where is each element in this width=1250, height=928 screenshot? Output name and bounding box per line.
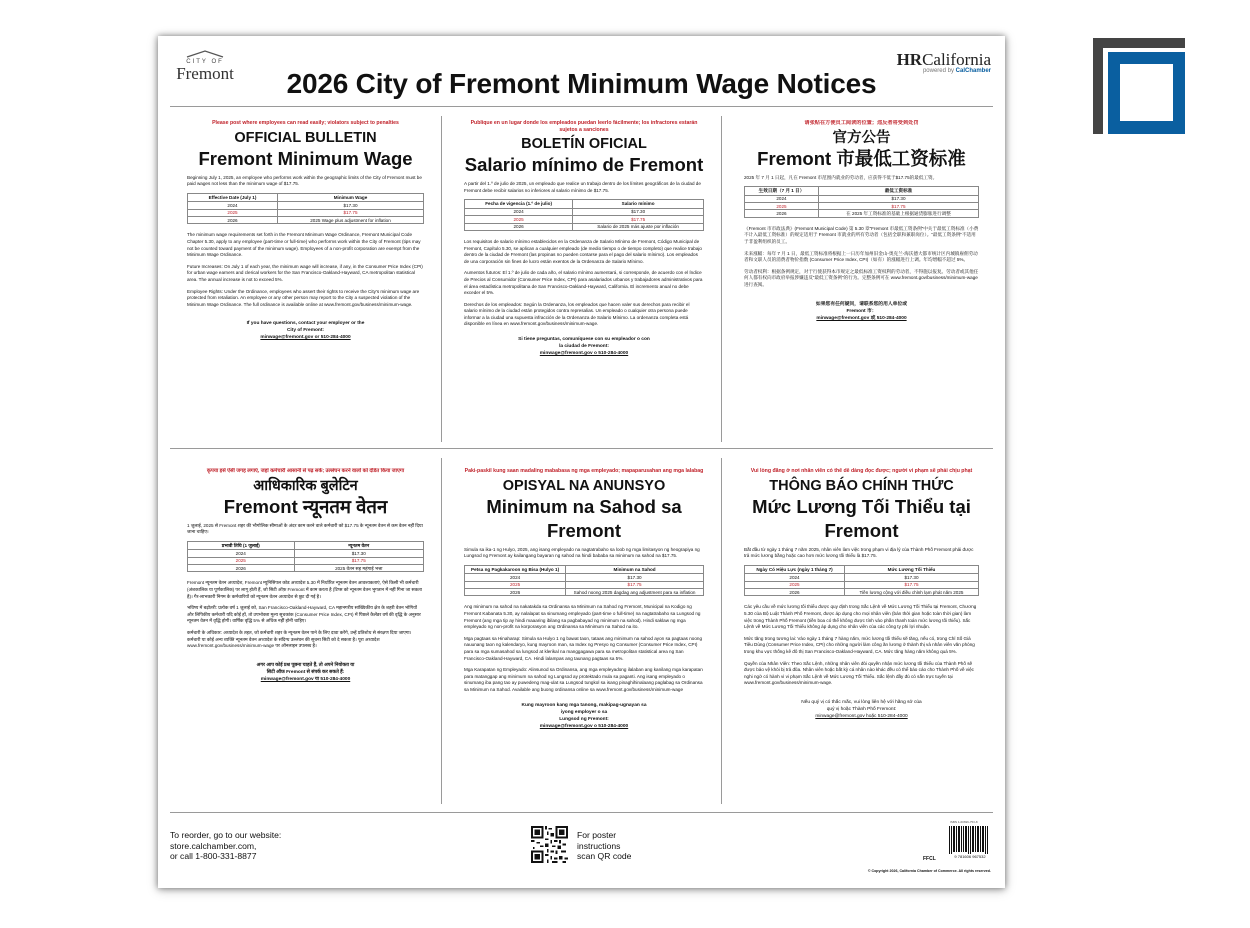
contact-email-link[interactable]: minwage@fremont.gov या 510-284-4000 [260, 676, 351, 682]
contact-block [464, 336, 704, 357]
wage-table [187, 541, 424, 573]
table-header-date: Effective Date (July 1) [188, 193, 278, 202]
body-paragraph: 未来涨幅：每年 7 月 1 日，最低工资标准将根据上一日历年加州旧金山-奥克兰-海沃德大都市统计区内城镇雇佣劳动者和文职人员的消费者物价指数 (Consumer Price Index, CPI)（如有）的涨幅进行上调。年均增幅不超过 5%。 [744, 250, 978, 263]
panel-tagalog [450, 468, 718, 806]
table-cell: $17.75 [845, 581, 979, 588]
table-cell: Tiền lương cộng với điều chỉnh lạm phát năm 2025 [845, 589, 979, 596]
contact-line: Nếu quý vị có thắc mắc, vui lòng liên hệ với hãng sở của [801, 699, 922, 705]
qr-line: instructions [577, 840, 621, 851]
phone-line: or call 1-800-331-8877 [170, 851, 257, 861]
intro-text: 2025 年 7 月 1 日起，凡在 Fremont 市范围内就业的劳动者，应获得不低于$17.75的最低工资。 [744, 174, 938, 180]
table-cell: 2024 [465, 208, 573, 215]
table-cell: 2025 Wage plus adjustment for inflation [278, 217, 424, 224]
table-cell: 2025 [745, 203, 819, 210]
logo-hr-text: HR [896, 50, 923, 69]
table-cell: 2025 [745, 581, 845, 588]
official-bulletin-heading: 官方公告 [832, 129, 891, 146]
body-paragraph: Mga pagtaas sa Hinaharap: Simula sa Hulyo 1 ng bawat taon, tataas ang minimum na sahod ayon sa pagtaas noong nauunang taon ng kalendaryo, kung mayroon man, sa Index ng Presyo ng Consumer (Consumer Price Index, CPI) para sa mga sumasahod sa lungsod at klerikal na manggagawa para sa metropolitan statistical area ng San Francisco-Oakland-Hayward, CA. Hindi lalampas ang taunang pagtaas sa 5%. [464, 635, 703, 661]
qr-instructions [577, 830, 631, 862]
panel-title: Mức Lương Tối Thiểu tại Fremont [752, 495, 971, 541]
qr-line: For poster [577, 830, 617, 840]
posting-warning: Vui lòng đăng ở nơi nhân viên có thể dễ dàng đọc được; người vi phạm sẽ phải chịu phạt [750, 468, 973, 474]
barcode-digits: 9 781606 967532 [948, 854, 992, 859]
powered-by-text: powered by [922, 68, 954, 74]
intro-text: Beginning July 1, 2025, an employee who performs work within the geographic limits of the City of Fremont must be paid wages not less than the minimum wage of $17.75. [187, 174, 422, 187]
body-paragraph: Aumentos futuros: El 1.º de julio de cada año, el salario mínimo aumentará, si corresponde, de acuerdo con el Índice de Precios al Consumidor (Consumer Price Index, CPI) para asalariados urbanos y trabajadores administrativos para el área estadística metropolitana de San Francisco-Oakland-Hayward, California. El incremento anual no debe exceder el 5%. [464, 270, 703, 296]
contact-email-link[interactable]: minwage@fremont.gov or 510-284-4000 [260, 335, 351, 341]
table-cell: 2024 [188, 550, 295, 557]
table-cell: $17.30 [818, 195, 978, 202]
official-bulletin-heading: OFFICIAL BULLETIN [234, 129, 377, 146]
panel-title: Minimum na Sahod sa Fremont [486, 495, 682, 541]
panel-spanish [450, 120, 718, 442]
contact-block [744, 301, 979, 322]
calchamber-text: CalChamber [955, 68, 991, 74]
wage-table [187, 193, 424, 225]
isbn-label: ISBN 1-60696-753-8 [950, 820, 978, 824]
panel-title: Fremont न्यूनतम वेतन [223, 495, 388, 517]
panel-chinese [730, 120, 993, 442]
body-paragraph: Los requisitos de salario mínimo establecidos en la Ordenanza de Salario Mínimo de Fremont, Código Municipal de Fremont, Capítulo 5.30, se aplican a cualquier empleado (de medio tiempo o de tiempo completo) que realice trabajo dentro de la ciudad de Fremont (las propinas no pueden contarse para el pago del salario mínimo). Los empleados de una corporación sin fines de lucro están exentos de la Ordenanza de Salario Mínimo. [464, 238, 702, 264]
wage-table [744, 186, 979, 218]
panel-title: Fremont Minimum Wage [198, 147, 413, 169]
contact-line: 如果您有任何疑问，请联系您的用人单位或 [815, 301, 908, 307]
body-paragraph: Employee Rights: Under the Ordinance, employees who assert their rights to receive the City's minimum wage are protected from retaliation. An employee or any other person may report to the City a suspected violation of the Minimum Wage Ordinance. The full ordinance is available online at www.fremont.gov/business/minimum-wage. [187, 288, 420, 307]
table-cell: 2024 [745, 574, 845, 581]
official-bulletin-heading: BOLETÍN OFICIAL [521, 136, 647, 152]
intro-text: A partir del 1.º de julio de 2025, un empleado que realice un trabajo dentro de los límites geográficos de la ciudad de Fremont debe recibir salarios no inferiores al salario mínimo de $17.75. [464, 181, 701, 193]
product-code: FFCL [923, 856, 936, 862]
table-cell: $17.30 [566, 574, 704, 581]
panel-english [173, 120, 438, 442]
contact-block [187, 662, 424, 683]
logo-city-text: CITY OF [186, 59, 224, 65]
table-cell: 2025 [188, 557, 295, 564]
posting-warning: कृपया इसे ऐसी जगह लगाएं, जहां कर्मचारी आसानी से पढ़ सकें; उल्लंघन करने वालों को दंडित किया जाएगा [206, 468, 405, 474]
row-divider [170, 448, 993, 449]
column-divider-3 [441, 458, 442, 804]
reorder-line: To reorder, go to our website: [170, 830, 282, 840]
column-divider-1 [441, 116, 442, 442]
body-paragraph: 劳动者权利：根据条例规定，对于行使获得本市规定之最低标准工资权利的劳动者，不得施以报复。劳动者或其他任何人都有权向市政府举报涉嫌违反“最低工资条例”的行为。完整条例可在 www.fremont.gov/business/minimum-wage 进行查阅。 [744, 268, 979, 288]
contact-email-link[interactable]: minwage@fremont.gov o 510-284-4000 [539, 351, 629, 357]
contact-block [187, 320, 424, 341]
reorder-info [170, 830, 281, 862]
contact-line: quý vị hoặc Thành Phố Fremont: [826, 706, 897, 712]
document-corner-icon [1093, 38, 1185, 134]
table-cell: $17.75 [573, 216, 704, 223]
body-paragraph: Mga Karapatan ng Empleyado: Alinsunod sa Ordinansa, ang mga empleyadong ilalaban ang kanilang mga karapatan para matanggap ang minimum na sahod ng Lungsod ay protektado mula sa paganti. Ang isang empleyado o sinumang iba pang tao ay puwedeng mag-ulat sa Lungsod tungkol sa isang pinaghihinalaang paglabag sa Ordinansa sa Minimum na Sahod. Available ang buong ordinansa online sa www.fremont.gov/business/minimum-wage [464, 667, 703, 692]
panel-title: Fremont 市最低工资标准 [757, 147, 966, 169]
table-cell: 2026 [188, 217, 278, 224]
intro-text: Bắt đầu từ ngày 1 tháng 7 năm 2025, nhân viên làm việc trong phạm vi địa lý của Thành Phố Fremont phải được trả mức lương bằng hoặc cao hơn mức lương tối thiểu là $17.75. [744, 546, 974, 559]
table-cell: 2026 [465, 223, 573, 230]
official-bulletin-heading: आधिकारिक बुलेटिन [253, 477, 358, 494]
contact-line: अगर आप कोई प्रश्न पूछना चाहते हैं, तो अपने नियोक्ता या [256, 662, 355, 668]
table-cell: 在 2025 年工资标准的基础上根据通货膨胀进行调整 [818, 210, 978, 217]
contact-line: Fremont 市： [846, 308, 877, 314]
table-cell: $17.30 [294, 550, 423, 557]
body-paragraph: भविष्य में बढ़ोतरी: प्रत्येक वर्ष 1 जुलाई को, San Francisco-Oakland-Hayward, CA महानगरीय सांख्यिकीय क्षेत्र के शहरी वेतन भोगियों और लिपिकीय कर्मचारी यदि कोई हों, तो उपभोक्ता मूल्य सूचकांक (Consumer Price Index, CPI) में पिछले कैलेंडर वर्ष की वृद्धि के अनुसार न्यूनतम वेतन में वृद्धि होगी। वार्षिक वृद्धि 5% से अधिक नहीं होनी चाहिए। [187, 605, 421, 624]
contact-line: iyong employer o sa [560, 709, 608, 715]
body-paragraph: Mức tăng trong tương lai: Vào ngày 1 tháng 7 hàng năm, mức lương tối thiểu sẽ tăng, nếu có, trong Chỉ Số Giá Tiêu Dùng (Consumer Price Index, CPI) cho những người làm công ăn lương ở thành thị và nhân viên văn phòng trong khu vực thống kê đô thị San Francisco-Oakland-Hayward, CA. Mức tăng hàng năm không quá 5%. [744, 635, 975, 655]
table-header-wage: Minimum na Sahod [566, 565, 704, 574]
store-link[interactable]: store.calchamber.com, [170, 840, 257, 851]
contact-line: सिटी ऑफ़ Fremont से संपर्क कर सकते हैं: [266, 669, 345, 675]
table-cell: $17.75 [818, 203, 978, 210]
contact-block [744, 699, 979, 720]
column-divider-4 [721, 458, 722, 804]
posting-warning: Paki-paskil kung saan madaling mababasa ng mga empleyado; mapaparusahan ang mga lalabag [464, 468, 704, 474]
table-cell: 2024 [465, 574, 566, 581]
table-cell: 2026 [465, 589, 566, 596]
table-cell: $17.75 [278, 209, 424, 216]
contact-line: Lungsod ng Fremont: [559, 716, 609, 722]
official-bulletin-heading: OPISYAL NA ANUNSYO [502, 477, 666, 494]
qr-code-icon[interactable] [531, 826, 568, 863]
table-cell: $17.30 [573, 208, 704, 215]
posting-warning: Please post where employees can read easily; violators subject to penalties [212, 120, 399, 126]
table-cell: 2024 [188, 202, 278, 209]
table-header-date: 生效日期（7 月 1 日） [745, 187, 819, 196]
wage-table [464, 199, 704, 231]
table-header-wage: Mức Lương Tối Thiểu [845, 565, 979, 574]
contact-block [464, 702, 704, 730]
panel-hindi [173, 468, 438, 806]
table-cell: 2026 [745, 210, 819, 217]
wage-poster [158, 36, 1005, 888]
column-divider-2 [721, 116, 722, 442]
title-divider [170, 106, 993, 107]
official-bulletin-heading: THÔNG BÁO CHÍNH THỨC [769, 477, 954, 494]
table-header-date: Petsa ng Pagkakaroon ng Bisa (Hulyo 1) [465, 565, 566, 574]
body-paragraph: कर्मचारी के अधिकार: अध्यादेश के तहत, जो कर्मचारी शहर के न्यूनतम वेतन पाने के लिए दावा करेंगे, उन्हें प्रतिशोध से संरक्षण दिया जाएगा। कर्मचारी या कोई अन्य व्यक्ति न्यूनतम वेतन अध्यादेश के संदिग्ध उल्लंघन की सूचना सिटी को दे सकता है। पूरा अध्यादेश www.fremont.gov/business/minimum-wage पर ऑनलाइन उपलब्ध है। [187, 630, 412, 649]
body-paragraph: Derechos de los empleados: Según la Ordenanza, los empleados que hacen valer sus derechos para recibir el salario mínimo de la ciudad están protegidos contra represalias. Un empleado o cualquier otra persona puede informar a la ciudad una supuesta infracción de la Ordenanza de Salario Mínimo. La ordenanza completa está disponible en línea en www.fremont.gov/business/minimum-wage. [464, 301, 690, 327]
footer-divider [170, 812, 993, 813]
contact-line: If you have questions, contact your employer or the [246, 321, 365, 327]
contact-line: Kung mayroon kang mga tanong, makipag-ugnayan sa [521, 702, 647, 708]
intro-text: 1 जुलाई, 2025 से Fremont शहर की भौगोलिक सीमाओं के अंदर काम करने वाले कर्मचारी को $17.75 के न्यूनतम वेतन से कम वेतन नहीं दिया जाना चाहिए। [187, 522, 423, 535]
posting-warning: 请张贴在方便员工阅读的位置；违反者将受到处罚 [804, 120, 919, 126]
intro-text: Simula sa ika-1 ng Hulyo, 2025, ang isang empleyado na nagtatrabaho sa loob ng mga limitasyon ng heograpiya ng Lungsod ng Fremont ay kailangang bayaran ng sahod na hindi bababa sa minimum na sahod na $17.75. [464, 546, 700, 559]
table-header-date: Ngày Có Hiệu Lực (ngày 1 tháng 7) [745, 565, 845, 574]
copyright-text: © Copyright 2026, California Chamber of Commerce. All rights reserved. [867, 869, 991, 873]
panel-title: Salario mínimo de Fremont [464, 154, 704, 175]
body-paragraph: Fremont न्यूनतम वेतन अध्यादेश, Fremont म्युनिसिपल कोड अध्यादेश 5.30 में निर्धारित न्यूनतम वेतन आवश्यकताएं, ऐसे किसी भी कर्मचारी (अंशकालिक या पूर्णकालिक) पर लागू होती हैं, जो सिटी ऑफ़ Fremont में काम करता है (टिप्स को न्यूनतम वेतन भुगतान में नहीं गिना जा सकता है)। गैर-लाभकारी निगम के कर्मचारियों को न्यूनतम वेतन अध्यादेश से छूट दी गई है। [187, 580, 422, 599]
table-cell: 2025 [188, 209, 278, 216]
wage-table [744, 565, 979, 597]
table-header-wage: Minimum Wage [278, 193, 424, 202]
body-paragraph: The minimum wage requirements set forth in the Fremont Minimum Wage Ordinance, Fremont Municipal Code Chapter 5.30, apply to any employee (part-time or full-time) who performs work within the City of Fremont (tips may not be counted toward payment of the minimum wage). Employees of a non-profit corporation are exempt from the Minimum Wage Ordinance. [187, 232, 421, 258]
table-cell: $17.30 [278, 202, 424, 209]
body-paragraph: 《Fremont 市市政法典》(Fremont Municipal Code) 第 5.30 章“Fremont 市最低工资条例”中关于最低工资标准（小费不计入最低工资标准）的规定适用于 Fremont 市就业的所有劳动者（包括全职和兼职岗位）。“最低工资条例”不适用于非盈利组织的员工。 [744, 225, 979, 245]
contact-email-link[interactable]: minwage@fremont.gov hoặc 510-284-4000 [815, 713, 908, 719]
logo-california-text: California [922, 50, 991, 69]
contact-line: la ciudad de Fremont: [559, 344, 609, 350]
table-cell: $17.75 [566, 581, 704, 588]
body-paragraph: Ang minimum na sahod na nakatakda sa Ordinansa sa Minimum na Sahod ng Fremont, Municipal na Kodigo ng Fremont Kabanata 5.30, ay nalalapat sa sinumang empleyado (part-time o full-time) na nagtatrabaho sa Lungsod ng Fremont (ang mga tip ay hindi maaaring ibilang sa pagbabayad ng minimum na sahod). Hindi saklaw ng mga empleyado ng non-profit na korporasyon ang Ordinansa sa Minimum na Sahod na ito. [464, 604, 701, 630]
roof-icon [185, 50, 225, 58]
table-header-date: Fecha de vigencia (1.º de julio) [465, 200, 573, 209]
body-paragraph: Quyền của Nhân Viên: Theo Sắc Lệnh, những nhân viên đòi quyền nhận mức lương tối thiểu của Thành Phố sẽ được bảo vệ khỏi bị trả đũa. Nhân viên hoặc bất kỳ cá nhân nào khác đều có thể báo cáo cho Thành Phố về việc nghi ngờ có hành vi vi phạm Sắc Lệnh về Mức Lương Tối Thiểu. Sắc lệnh đầy đủ có sẵn trực tuyến tại www.fremont.gov/business/minimum-wage. [744, 660, 974, 686]
table-cell: $17.30 [845, 574, 979, 581]
contact-line: Si tiene preguntas, comuníquese con su empleador o con [518, 337, 650, 343]
wage-table [464, 565, 704, 597]
table-cell: 2026 [188, 565, 295, 572]
table-cell: $17.75 [294, 557, 423, 564]
table-header-date: प्रभावी तिथि (1 जुलाई) [188, 541, 295, 550]
table-header-wage: 最低工资标准 [818, 187, 978, 196]
page-title: 2026 City of Fremont Minimum Wage Notices [286, 68, 877, 99]
table-cell: 2025 [465, 216, 573, 223]
body-paragraph: Future Increases: On July 1 of each year, the minimum wage will increase, if any, in the Consumer Price Index (CPI) for urban wage earners and clerical workers for the San Francisco-Oakland-Hayward, CA metropolitan statistical area. The annual increase is not to exceed 5%. [187, 263, 423, 283]
table-cell: 2025 वेतन सह महंगाई भत्ता [294, 565, 423, 572]
panel-vietnamese [730, 468, 993, 806]
body-paragraph: Các yêu cầu về mức lương tối thiểu được quy định trong Sắc Lệnh về Mức Lương Tối Thiểu tại Fremont, Chương 5.30 của Bộ Luật Thành Phố Fremont, được áp dụng cho mọi nhân viên (bán thời gian hoặc toàn thời gian) làm việc trong Thành Phố Fremont (tiền boa có thể không được tính vào phần thanh toán mức lương tối thiểu). Sắc Lệnh về Mức Lương Tối Thiểu không áp dụng cho nhân viên của các công ty phi lợi nhuận. [744, 604, 977, 630]
table-header-wage: न्यूनतम वेतन [294, 541, 423, 550]
table-cell: 2026 [745, 589, 845, 596]
table-header-wage: Salario mínimo [573, 200, 704, 209]
table-cell: 2025 [465, 581, 566, 588]
posting-warning: Publique en un lugar donde los empleados puedan leerlo fácilmente; los infractores estarán sujetos a sanciones [470, 120, 698, 133]
table-cell: 2024 [745, 195, 819, 202]
table-cell: Salario de 2025 más ajuste por inflación [573, 223, 704, 230]
contact-line: City of Fremont: [286, 328, 325, 334]
table-cell: Sahod noong 2025 dagdag ang adjustment para sa inflation [566, 589, 704, 596]
contact-email-link[interactable]: minwage@fremont.gov 或 510-284-4000 [816, 315, 907, 321]
logo-fremont-text: Fremont [176, 64, 234, 83]
qr-line: scan QR code [577, 851, 632, 861]
contact-email-link[interactable]: minwage@fremont.gov o 510-284-4000 [539, 723, 629, 729]
